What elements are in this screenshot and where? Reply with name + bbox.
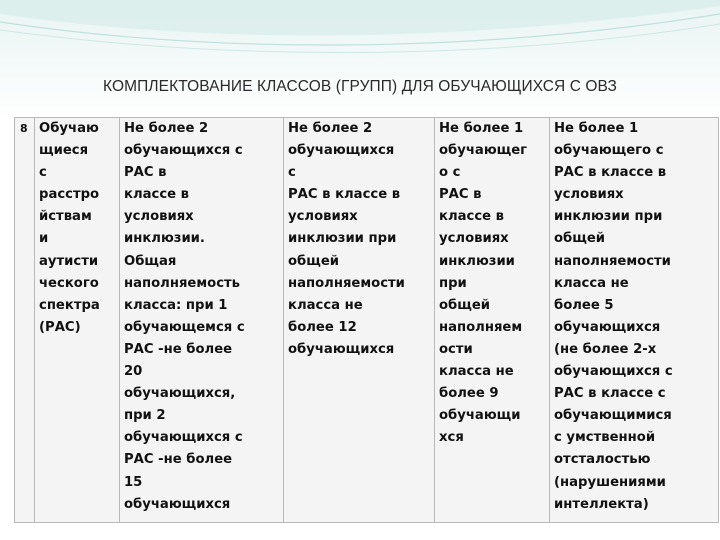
decorative-swoosh (0, 0, 720, 70)
category-text: Обучаю щиеся с расстро йствам и аутисти ческого спектра (РАС) (39, 121, 100, 335)
category-cell (35, 118, 120, 523)
option-4-cell (550, 118, 719, 523)
row-number: 8 (20, 122, 28, 135)
row-number-cell (15, 118, 35, 523)
option-1-cell (120, 118, 284, 523)
option-3-cell (435, 118, 550, 523)
option-1-text: Не более 2 обучающихся с РАС в классе в условиях инклюзии. Общая наполняемость класса: при 1 обучающемся с РАС -не более 20 обучающихся, при 2 обучающихся с РАС -не более 15 обучающихся (124, 121, 245, 512)
table-row (15, 118, 719, 523)
slide-title: КОМПЛЕКТОВАНИЕ КЛАССОВ (ГРУПП) ДЛЯ ОБУЧАЮЩИХСЯ С ОВЗ (103, 78, 617, 95)
option-2-cell (284, 118, 435, 523)
option-4-text: Не более 1 обучающего с РАС в классе в условиях инклюзии при общей наполняемости класса не более 5 обучающихся (не более 2-х обучающихся с РАС в классе с обучающимися с умственной отсталостью (нарушениями интеллекта) (554, 121, 673, 512)
option-2-text: Не более 2 обучающихся с РАС в классе в условиях инклюзии при общей наполняемости класса не более 12 обучающихся (288, 121, 405, 357)
option-3-text: Не более 1 обучающег о с РАС в классе в условиях инклюзии при общей наполняем ости класса не более 9 обучающи хся (439, 121, 528, 446)
class-composition-table (14, 117, 719, 523)
